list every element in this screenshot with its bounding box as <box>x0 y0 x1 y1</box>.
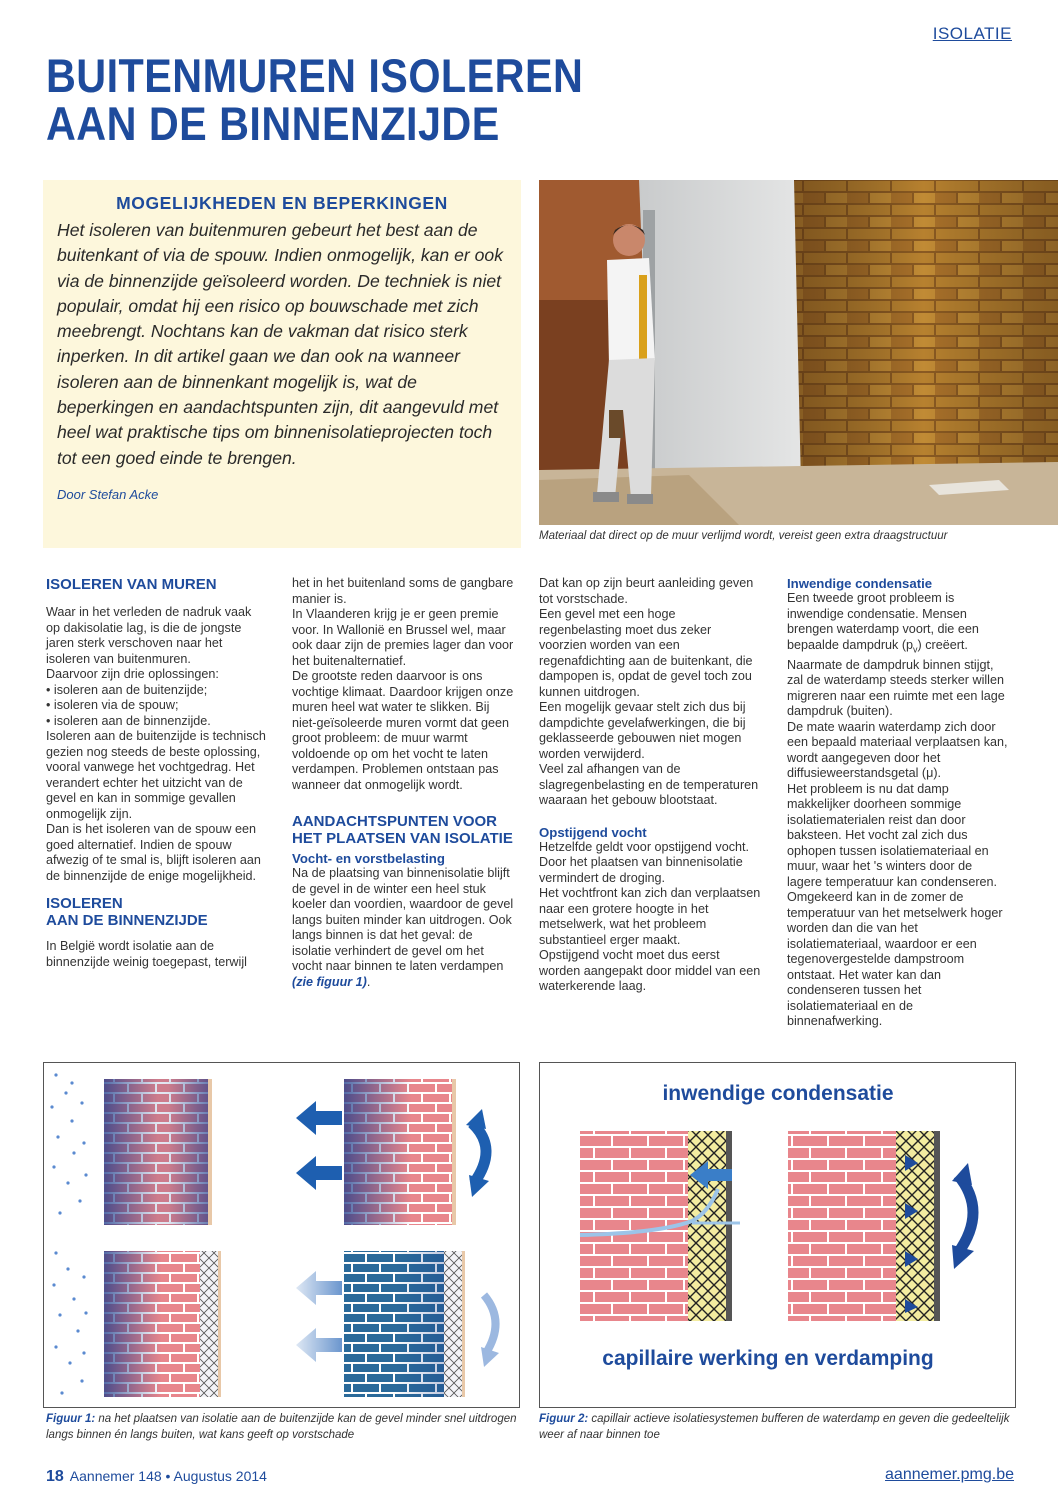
paragraph: In Vlaanderen krijg je er geen premie voor. In Wallonië en Brussel wel, maar ook daar zijn de premies lager dan voor het buitenalternatief. <box>292 607 514 668</box>
figure-2-title-bottom: capillaire werking en verdamping <box>602 1347 934 1370</box>
paragraph <box>787 591 1009 658</box>
figure-2-diagram <box>539 1062 1016 1408</box>
caption-text: na het plaatsen van isolatie aan de buitenzijde kan de gevel minder snel uitdrogen langs binnen én langs buiten, wat kans geeft op vorstschade <box>46 1413 517 1441</box>
heading-line: AANDACHTSPUNTEN VOOR <box>292 813 498 830</box>
title-line-2: AAN DE BINNENZIJDE <box>46 97 500 150</box>
paragraph: Veel zal afhangen van de slagregenbelasting en de temperaturen waaraan het gebouw blootstaat. <box>539 762 759 807</box>
byline: Door Stefan Acke <box>57 486 159 502</box>
paragraph: Een gevel met een hoge regenbelasting moet dus zeker voorzien worden van een regenafdichting aan de buitenkant, die dampopen is, opdat de gevel toch zou kunnen uitdrogen. <box>539 607 753 699</box>
paragraph-text: Na de plaatsing van binnenisolatie blijft de gevel in de winter een heel stuk koeler dan voordien, waardoor de gevel langs buiten minder kan uitdrogen. Ook langs binnen is dat het geval: de isolatie verhindert de gevel om het vocht naar binnen te laten verdampen <box>292 866 514 973</box>
subheading-inwendige-condensatie: Inwendige condensatie <box>787 576 933 591</box>
subscript: v <box>913 644 918 655</box>
photo-caption: Materiaal dat direct op de muur verlijmd wordt, vereist geen extra draagstructuur <box>539 530 948 542</box>
paragraph: Hetzelfde geldt voor opstijgend vocht. Door het plaatsen van binnenisolatie vermindert de droging. <box>539 839 750 885</box>
paragraph: Daarvoor zijn drie oplossingen: <box>46 667 219 681</box>
figure-2-title-top: inwendige condensatie <box>662 1082 894 1105</box>
bullet-item: • isoleren via de spouw; <box>46 698 179 712</box>
paragraph: Het vochtfront kan zich dan verplaatsen naar een grotere hoogte in het metselwerk, wat het probleem substantieel erger maakt. <box>539 886 761 947</box>
paragraph: Het probleem is nu dat damp makkelijker doorheen sommige isolatiematerialen reist dan door baksteen. Het vocht zal zich dus ophopen tussen isolatiemateriaal en muur, waar het 's winters door de lagere temperatuur kan condenseren. Omgekeerd kan in de zomer de temperatuur van het metselwerk hoger worden dan die van het isolatiemateriaal, waardoor er een tegenovergestelde dampstroom ontstaat. Het water kan dan condenseren tussen het isolatiemateriaal en de binnenafwerking. <box>787 781 1003 1029</box>
footer-issue <box>46 1468 267 1486</box>
section-tag: ISOLATIE <box>932 24 1012 43</box>
figure-2-caption <box>539 1412 1013 1443</box>
page-number: 18 <box>46 1468 64 1485</box>
figure-1-caption <box>46 1412 520 1443</box>
heading-line: HET PLAATSEN VAN ISOLATIE <box>292 830 513 847</box>
paragraph: In België wordt isolatie aan de binnenzijde weinig toegepast, terwijl <box>46 939 247 969</box>
paragraph: Dat kan op zijn beurt aanleiding geven tot vorstschade. <box>539 576 754 606</box>
website-link[interactable]: aannemer.pmg.be <box>885 1466 1014 1483</box>
bullet-item: • isoleren aan de buitenzijde; <box>46 682 208 697</box>
paragraph: De mate waarin waterdamp zich door een bepaald materiaal verplaatsen kan, wordt aangegeven door het diffusieweerstandsgetal (μ). <box>787 719 1008 781</box>
paragraph: Een mogelijk gevaar stelt zich dus bij dampdichte gevelafwerkingen, die bij geklasseerde gebouwen niet mogen worden verwijderd. <box>539 700 746 761</box>
heading-aandachtspunten <box>292 813 514 847</box>
paragraph: het in het buitenland soms de gangbare manier is. <box>292 576 514 606</box>
column-1 <box>46 576 268 970</box>
heading-isoleren-binnenzijde <box>46 895 268 929</box>
figure-1-diagram <box>43 1062 520 1408</box>
intro-heading: MOGELIJKHEDEN EN BEPERKINGEN <box>116 193 448 213</box>
caption-label: Figuur 1: <box>46 1413 96 1425</box>
caption-text: capillair actieve isolatiesystemen bufferen de waterdamp en geven die gedeeltelijk weer af naar binnen toe <box>539 1413 1010 1441</box>
intro-text: Het isoleren van buitenmuren gebeurt het best aan de buitenkant of via de spouw. Indien onmogelijk, kan er ook via de binnenzijde geïsoleerd worden. De techniek is niet populair, omdat hij een risico op bouwschade met zich meebrengt. Nochtans kan de vakman dat risico sterk inperken. In dit artikel gaan we dan ook na wanneer isoleren aan de binnenkant mogelijk is, wat de beperkingen en aandachtspunten zijn, dit aangevuld met heel wat praktische tips om binnenisolatieprojecten toch tot een goed einde te brengen. <box>57 220 503 468</box>
subheading-opstijgend-vocht: Opstijgend vocht <box>539 824 647 840</box>
intro-box <box>43 180 521 548</box>
page-title <box>46 49 584 150</box>
paragraph: Opstijgend vocht moet dus eerst worden aangepakt door middel van een waterkerende laag. <box>539 948 761 993</box>
paragraph: Isoleren aan de buitenzijde is technisch gezien nog steeds de beste oplossing, vooral vanwege het vochtgedrag. Het verandert echter het uitzicht van de gevel en kan in sommige gevallen onmogelijk zijn. <box>46 729 266 821</box>
figure-reference-link[interactable]: (zie figuur 1) <box>292 974 367 989</box>
heading-isoleren-van-muren: ISOLEREN VAN MUREN <box>46 576 217 593</box>
paragraph-text: ) creëert. <box>917 637 968 652</box>
column-3 <box>539 576 761 995</box>
column-2 <box>292 576 514 990</box>
heading-line: AAN DE BINNENZIJDE <box>46 912 208 929</box>
title-line-1: BUITENMUREN ISOLEREN <box>46 49 584 102</box>
paragraph: De grootste reden daarvoor is ons vochtige klimaat. Daardoor krijgen onze muren heel wat water te slikken. Bij niet-geïsoleerde muren vormt dat geen groot probleem: de muur warmt voldoende op om het vocht te laten verdampen. Problemen ontstaan pas wanneer dat onmogelijk wordt. <box>292 669 514 792</box>
heading-line: ISOLEREN <box>46 895 123 912</box>
issue-info: Aannemer 148 • Augustus 2014 <box>69 1468 267 1484</box>
paragraph <box>292 866 514 990</box>
paragraph-end: . <box>366 974 371 989</box>
subheading-vocht-vorst: Vocht- en vorstbelasting <box>292 851 445 866</box>
paragraph: Naarmate de dampdruk binnen stijgt, zal de waterdamp steeds sterker willen migreren naar een ruimte met een lage dampdruk (buiten). <box>787 657 1005 719</box>
column-4 <box>787 576 1009 1030</box>
worker-photo <box>539 180 1058 525</box>
caption-label: Figuur 2: <box>539 1413 589 1425</box>
paragraph: Waar in het verleden de nadruk vaak op dakisolatie lag, is die de jongste jaren sterk verschoven naar het isoleren van buitenmuren. <box>46 605 252 666</box>
paragraph-text: Een tweede groot probleem is inwendige condensatie. Mensen brengen waterdamp voort, die een bepaalde dampdruk (p <box>787 591 979 652</box>
bullet-item: • isoleren aan de binnenzijde. <box>46 713 211 728</box>
paragraph: Dan is het isoleren van de spouw een goed alternatief. Indien de spouw afwezig of te smal is, blijft isoleren aan de binnenzijde de enige mogelijkheid. <box>46 822 261 883</box>
